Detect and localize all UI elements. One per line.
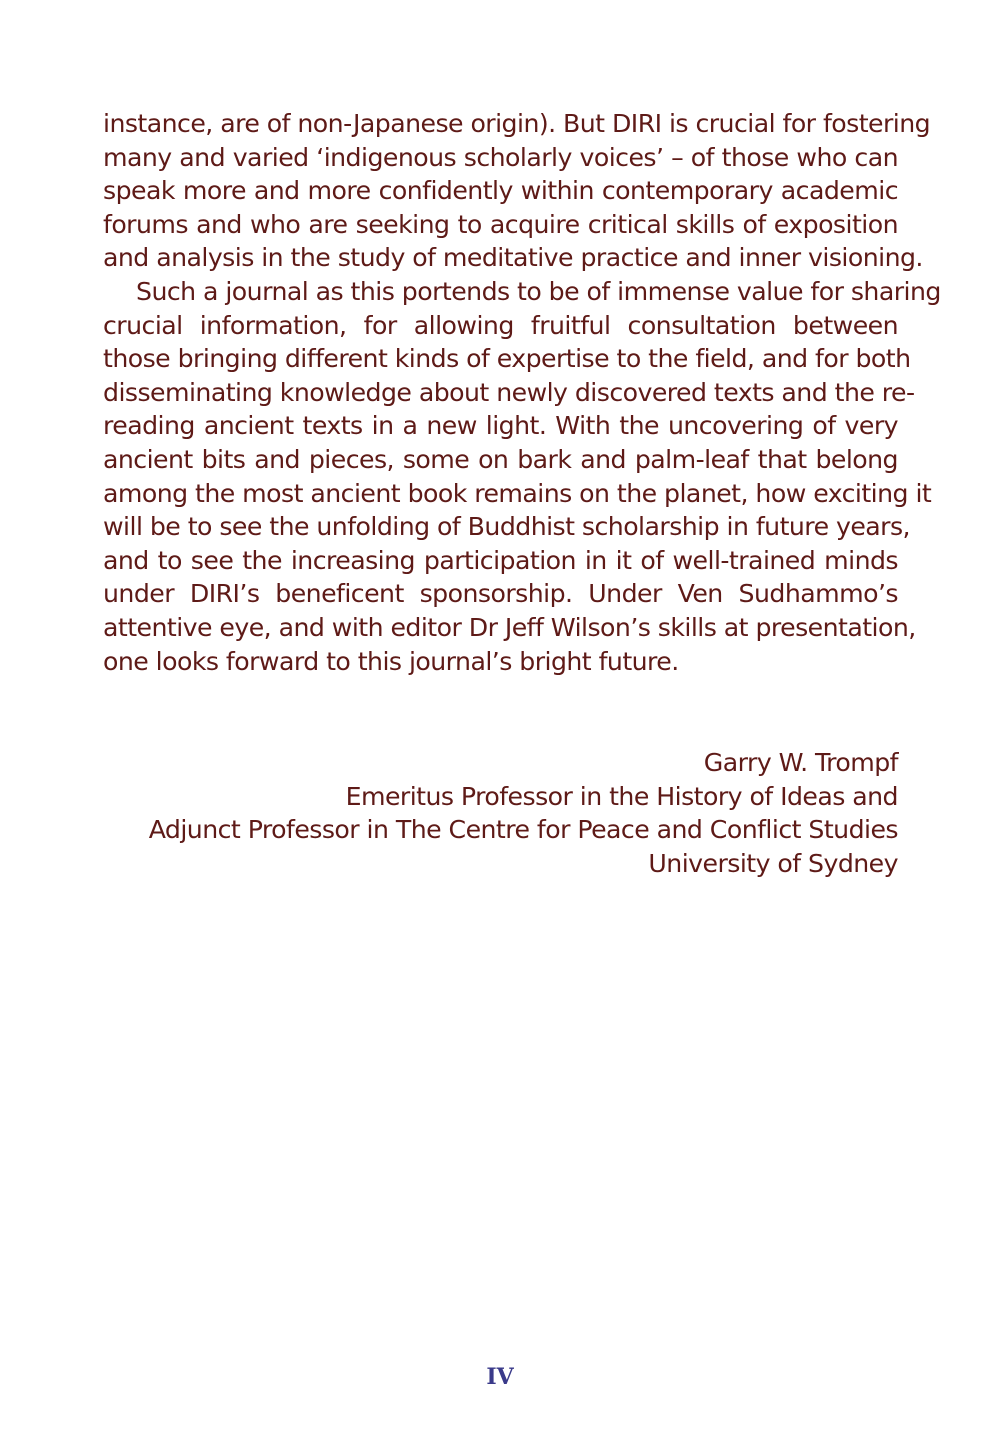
- paragraph-line: speak more and more confidently within contemporary academic: [103, 176, 898, 206]
- page-number: IV: [486, 1364, 514, 1390]
- paragraph-line: reading ancient texts in a new light. With the uncovering of very: [103, 411, 898, 441]
- paragraph-line: attentive eye, and with editor Dr Jeff Wilson’s skills at presentation,: [103, 612, 916, 642]
- paragraph-line: Such a journal as this portends to be of immense value for sharing: [136, 276, 941, 306]
- paragraph-line: disseminating knowledge about newly discovered texts and the re-: [103, 377, 915, 407]
- paragraph-line: instance, are of non-Japanese origin). But DIRI is crucial for fostering: [103, 109, 931, 138]
- paragraph-line: many and varied ‘indigenous scholarly voices’ – of those who can: [103, 142, 898, 172]
- body-text: [103, 107, 941, 678]
- paragraph-line: forums and who are seeking to acquire critical skills of exposition: [103, 209, 898, 239]
- paragraph-line: among the most ancient book remains on the planet, how exciting it: [103, 478, 932, 508]
- paragraph-line: under DIRI’s beneficent sponsorship. Under Ven Sudhammo’s: [103, 579, 898, 609]
- paragraph-line: those bringing different kinds of expertise to the field, and for both: [103, 344, 911, 374]
- author-name: Garry W. Trompf: [703, 748, 898, 777]
- paragraph-line: one looks forward to this journal’s bright future.: [103, 646, 679, 676]
- signature-block: [98, 746, 898, 880]
- paragraph-line: crucial information, for allowing fruitful consultation between: [103, 310, 898, 340]
- paragraph-line: and to see the increasing participation in it of well-trained minds: [103, 545, 898, 575]
- paragraph-line: and analysis in the study of meditative practice and inner visioning.: [103, 243, 923, 273]
- author-institution: University of Sydney: [648, 848, 898, 878]
- author-title: Emeritus Professor in the History of Ideas and: [345, 781, 898, 811]
- paragraph-line: will be to see the unfolding of Buddhist scholarship in future years,: [103, 512, 910, 542]
- author-title: Adjunct Professor in The Centre for Peace and Conflict Studies: [148, 815, 898, 845]
- paragraph-line: ancient bits and pieces, some on bark and palm-leaf that belong: [103, 444, 898, 474]
